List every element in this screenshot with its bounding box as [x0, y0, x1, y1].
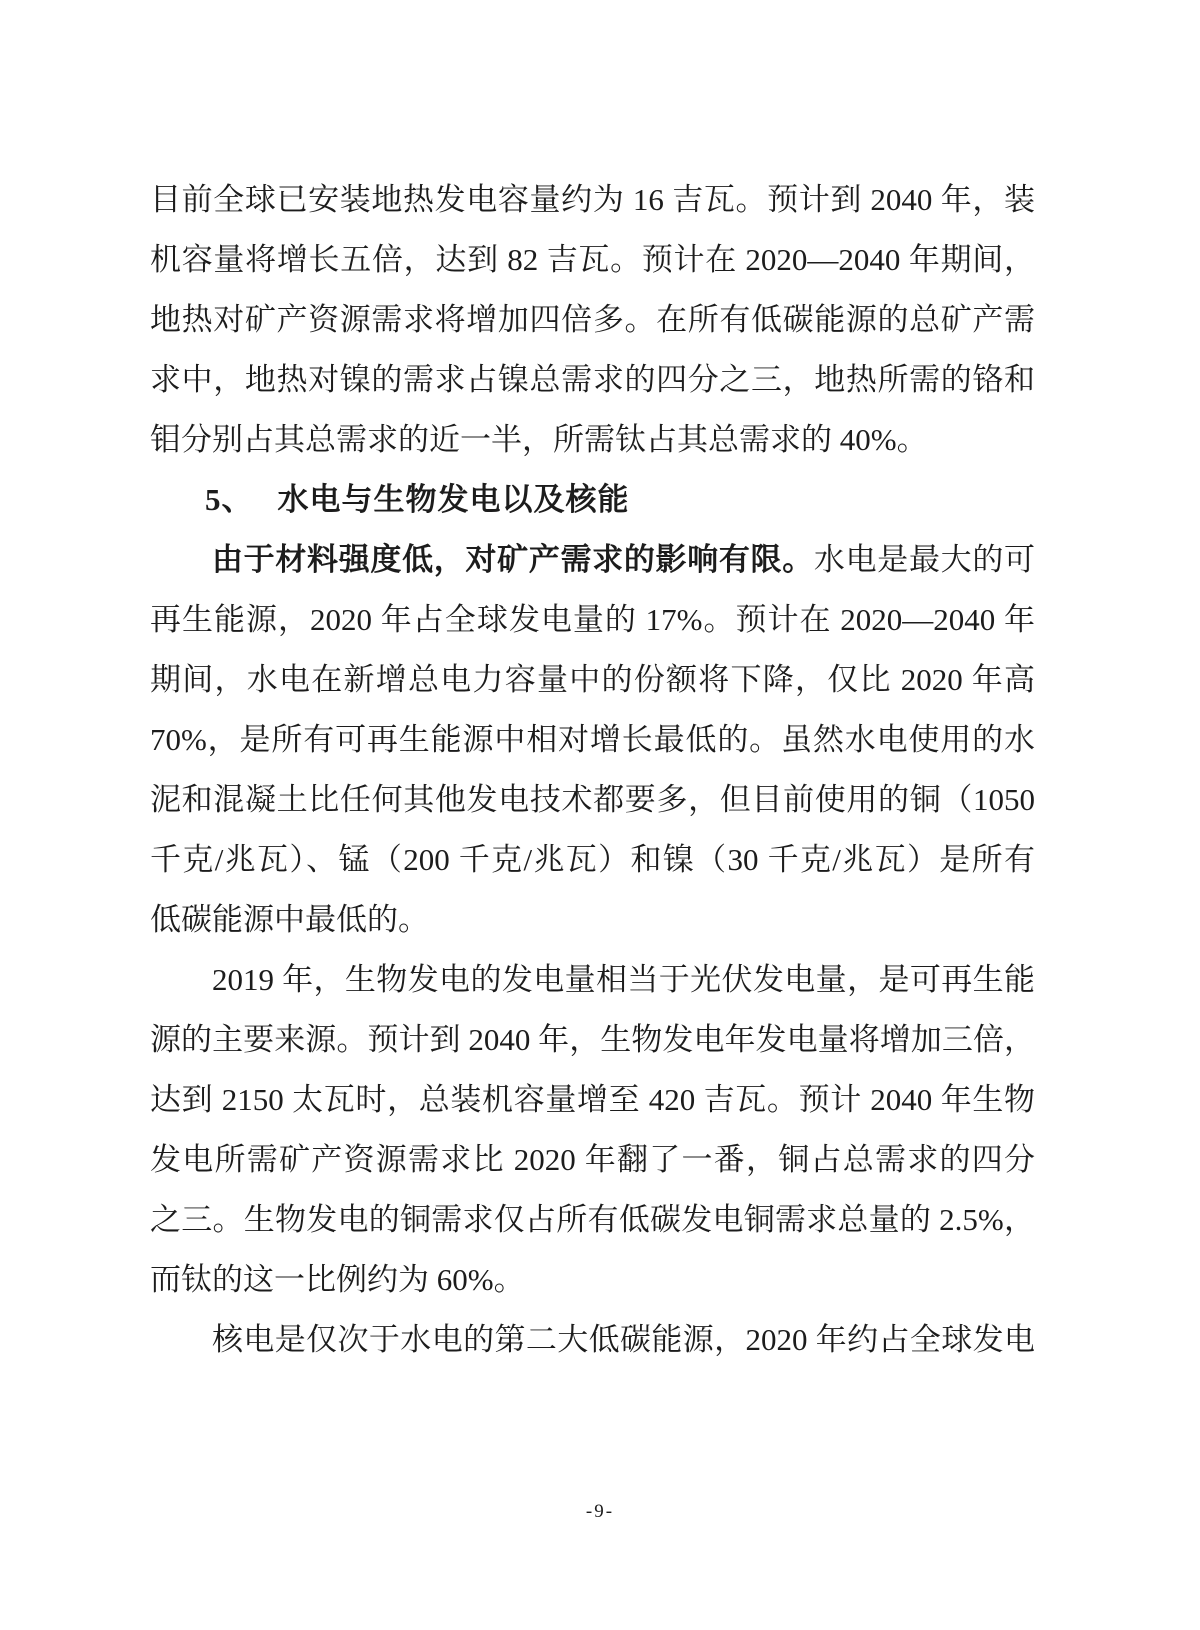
section-heading [150, 470, 1035, 530]
paragraph3-line: 之三。生物发电的铜需求仅占所有低碳发电铜需求总量的 2.5%， [150, 1202, 1035, 1237]
section-heading-title: 水电与生物发电以及核能 [277, 482, 630, 517]
paragraph1-line: 地热对矿产资源需求将增加四倍多。在所有低碳能源的总矿产需 [150, 302, 1035, 337]
paragraph3-line: 源的主要来源。预计到 2040 年，生物发电年发电量将增加三倍， [150, 1022, 1035, 1057]
page-number: -9- [585, 1501, 615, 1522]
paragraph2-line: 千克/兆瓦）、锰（200 千克/兆瓦）和镍（30 千克/兆瓦）是所有 [150, 842, 1035, 877]
paragraph2-line: 低碳能源中最低的。 [150, 902, 429, 937]
paragraph2-line: 再生能源，2020 年占全球发电量的 17%。预计在 2020—2040 年 [150, 602, 1035, 637]
paragraph2-lead-rest: 水电是最大的可 [813, 542, 1035, 577]
section-heading-number: 5、 [205, 482, 254, 517]
paragraph3-line: 2019 年，生物发电的发电量相当于光伏发电量，是可再生能 [212, 962, 1035, 997]
paragraph3-line: 而钛的这一比例约为 60%。 [150, 1262, 525, 1297]
paragraph3-line: 达到 2150 太瓦时，总装机容量增至 420 吉瓦。预计 2040 年生物 [150, 1082, 1035, 1117]
paragraph3-line: 发电所需矿产资源需求比 2020 年翻了一番，铜占总需求的四分 [150, 1142, 1035, 1177]
paragraph1-line: 求中，地热对镍的需求占镍总需求的四分之三，地热所需的铬和 [150, 362, 1035, 397]
document-body [150, 170, 1035, 1370]
paragraph2-line: 70%，是所有可再生能源中相对增长最低的。虽然水电使用的水 [150, 722, 1035, 757]
paragraph1-line: 钼分别占其总需求的近一半，所需钛占其总需求的 40%。 [150, 422, 928, 457]
paragraph2-bold-lead: 由于材料强度低，对矿产需求的影响有限。 [212, 542, 814, 577]
paragraph1-line: 机容量将增长五倍，达到 82 吉瓦。预计在 2020—2040 年期间， [150, 242, 1035, 277]
paragraph4-line: 核电是仅次于水电的第二大低碳能源，2020 年约占全球发电 [212, 1322, 1035, 1357]
paragraph2-line: 泥和混凝土比任何其他发电技术都要多，但目前使用的铜（1050 [150, 782, 1035, 817]
paragraph2-line: 期间，水电在新增总电力容量中的份额将下降，仅比 2020 年高 [150, 662, 1035, 697]
paragraph2-line [150, 530, 1035, 590]
paragraph1-line: 目前全球已安装地热发电容量约为 16 吉瓦。预计到 2040 年，装 [150, 182, 1035, 217]
